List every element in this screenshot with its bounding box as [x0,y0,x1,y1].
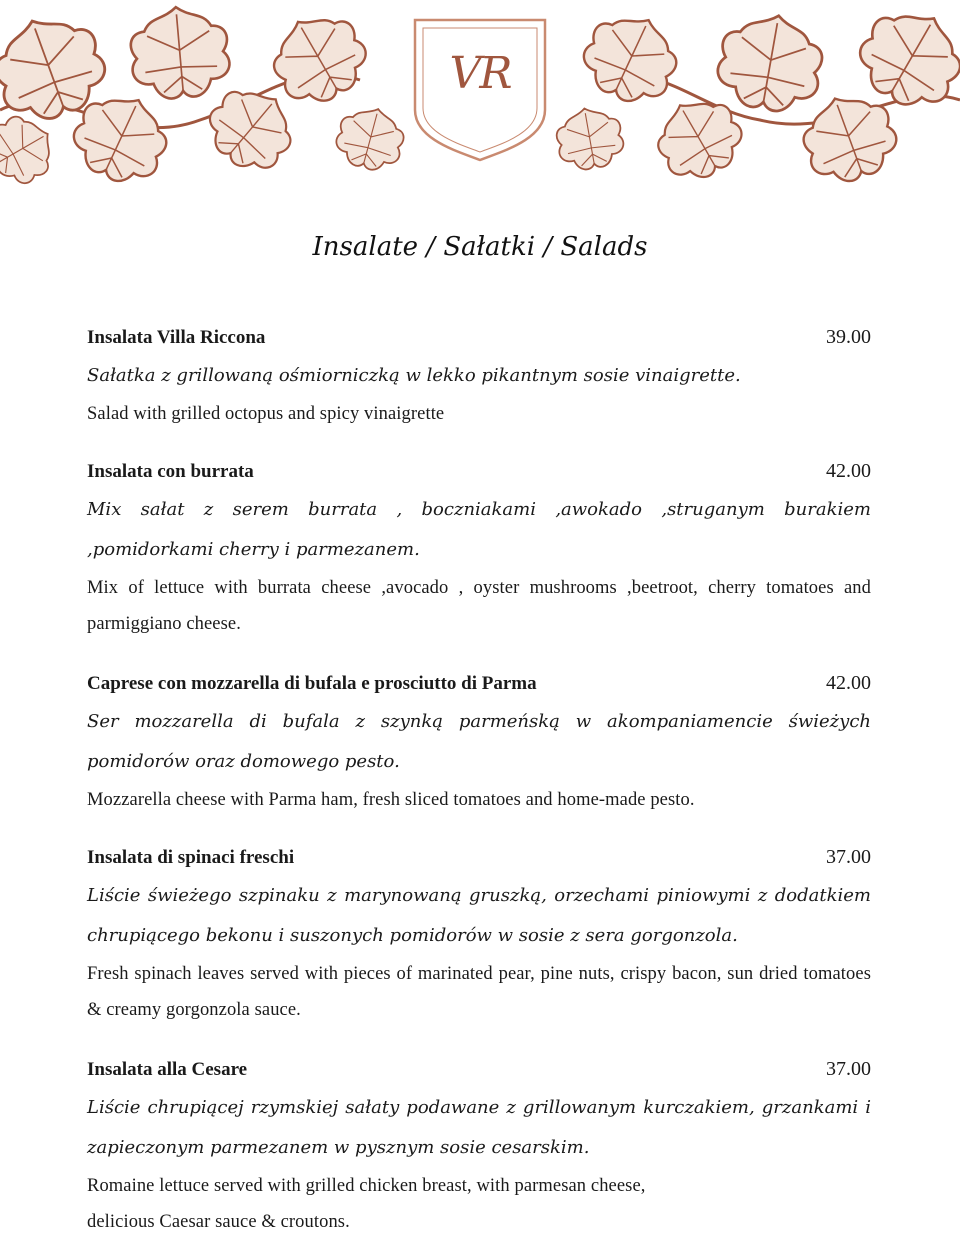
dish-description-pl: Sałatka z grillowaną ośmiorniczką w lekko pikantnym sosie vinaigrette. [87,365,741,386]
menu-list [87,318,871,1240]
dish-description-pl: Mix sałat z serem burrata , boczniakami ,awokado ,struganym burakiem ,pomidorkami cherry i parmezanem. [87,499,871,560]
dish-header [87,838,871,876]
dish-description-en: Salad with grilled octopus and spicy vinaigrette [87,404,445,424]
grape-leaf-ornament [0,0,960,200]
dish-name: Caprese con mozzarella di bufala e prosciutto di Parma [87,673,537,694]
dish-price: 42.00 [826,672,871,694]
dish-name: Insalata di spinaci freschi [87,847,295,868]
dish-header [87,452,871,490]
page-title: Insalate / Sałatki / Salads [312,232,648,262]
ornamental-banner [0,0,960,200]
dish-description-pl: Liście chrupiącej rzymskiej sałaty podawane z grillowanym kurczakiem, grzankami i zapieczonym parmezanem w pysznym sosie cesarskim. [87,1097,871,1158]
dish-item [87,838,871,1028]
dish-description-en: Mozzarella cheese with Parma ham, fresh sliced tomatoes and home-made pesto. [87,790,695,810]
dish-item [87,664,871,818]
dish-name: Insalata Villa Riccona [87,327,266,348]
dish-header [87,664,871,702]
dish-item [87,452,871,642]
dish-price: 42.00 [826,460,871,482]
dish-name: Insalata alla Cesare [87,1059,248,1080]
dish-item [87,318,871,432]
dish-price: 39.00 [826,326,871,348]
dish-name: Insalata con burrata [87,461,254,482]
dish-price: 37.00 [826,846,871,868]
dish-price: 37.00 [826,1058,871,1080]
dish-item [87,1050,871,1240]
dish-description-en: Mix of lettuce with burrata cheese ,avocado , oyster mushrooms ,beetroot, cherry tomatoes and parmiggiano cheese. [87,578,871,634]
dish-description-pl: Ser mozzarella di bufala z szynką parmeńską w akompaniamencie świeżych pomidorów oraz domowego pesto. [87,711,871,772]
dish-header [87,318,871,356]
dish-description-en: Fresh spinach leaves served with pieces of marinated pear, pine nuts, crispy bacon, sun dried tomatoes & creamy gorgonzola sauce. [87,964,871,1020]
dish-description-en-line: delicious Caesar sauce & croutons. [87,1212,350,1232]
logo-monogram: VR [449,48,511,99]
dish-description-pl: Liście świeżego szpinaku z marynowaną gruszką, orzechami piniowymi z dodatkiem chrupiącego bekonu i suszonych pomidorów w sosie z sera gorgonzola. [87,885,871,946]
dish-description-en [87,1168,871,1240]
dish-header [87,1050,871,1088]
dish-description-en-line: Romaine lettuce served with grilled chicken breast, with parmesan cheese, [87,1176,646,1196]
